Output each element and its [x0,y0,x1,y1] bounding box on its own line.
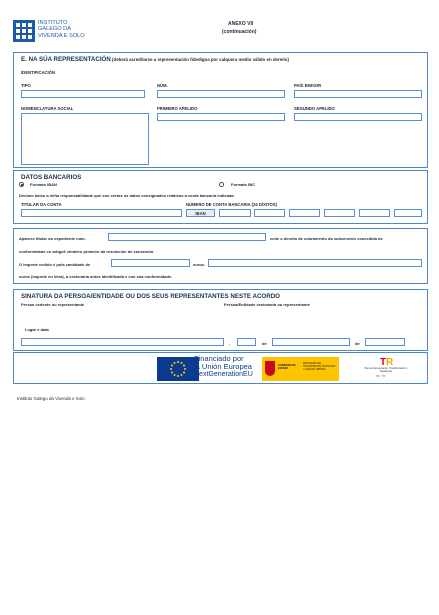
eu-flag-icon [157,357,199,381]
account-number-label: NÚMERO DE CONTA BANCARIA (24 DÍXITOS) [186,202,277,207]
eu-funding-line2: la Unión Europea [194,362,252,371]
assignee-label: Persoa/Entidade cesionaria ou representante [224,302,310,307]
org-name-line2: GALEGO DA [38,26,71,33]
amount-suffix: euros. [193,262,206,267]
pais-emisor-label: PAÍS EMISOR [294,83,322,88]
svg-text:R: R [386,357,394,368]
funding-logos [13,352,428,384]
num-field[interactable] [157,90,285,98]
de-sep-2: de [355,341,360,346]
bank-declaration: Declaro baixo a miña responsabilidade que son certos os datos consignados relativos á conta bancaria indicada. [19,193,235,198]
expediente-prefix: Aparece titular do expediente núm. [19,236,86,241]
cession-section [13,228,428,284]
section-e-note: (deberá acreditarse a representación fidedigna por calquera medio válido en dereito) [112,57,289,62]
org-name-line3: VIVENDA E SOLO [38,32,85,39]
igvs-logo-icon [13,20,35,42]
iban-cell-3[interactable] [289,209,320,217]
amount-prefix: O importe cedido é pola cantidade de [19,262,91,267]
tipo-label: TIPO [21,83,31,88]
primeiro-apelido-field[interactable] [157,113,285,121]
representation-section [13,52,428,168]
resolution-line: conformidade co artigo6 vindeiro primeiro da resolución de concesión. [19,249,155,254]
segundo-apelido-field[interactable] [294,113,422,121]
place-date-label: Lugar e data [25,327,49,332]
prtr-text: Plan de Recuperación, Transformación y Resiliencia [364,367,408,373]
eu-funding-line1: Financiado por [194,354,244,363]
annex-subtitle: (continuación) [222,29,257,35]
assignor-label: Persoa cedente ou representante [21,302,85,307]
account-holder-field[interactable] [21,209,182,217]
annex-title: ANEXO VII [228,21,254,27]
tipo-field[interactable] [21,90,145,98]
segundo-apelido-label: SEGUNDO APELIDO [294,106,335,111]
gov-text: GOBIERNO DE ESPAÑA [278,364,296,370]
bank-title: DATOS BANCARIOS [21,174,82,181]
expediente-field[interactable] [108,233,266,241]
comma-sep: , [229,341,231,346]
signature-title: SINATURA DA PERSOA/ENTIDADE OU DOS SEUS REPRESENTANTES NESTE ACORDO [21,293,280,300]
num-label: NÚM. [157,83,168,88]
iban-prefix-cell: IBAN [186,209,215,217]
iban-radio[interactable] [19,182,24,187]
bank-section [13,170,428,224]
nomenclatura-social-field[interactable] [21,113,149,165]
spain-government-logo [262,357,339,381]
day-field[interactable] [237,338,256,346]
eu-funding-line3: NextGenerationEU [194,371,253,378]
year-field[interactable] [365,338,405,346]
amount-text-field[interactable] [208,259,422,267]
spain-shield-icon [265,361,275,376]
bic-format-label: Formato BIC [231,182,255,187]
account-holder-label: TITULAR DA CONTA [21,202,62,207]
iban-cell-4[interactable] [324,209,355,217]
amount-letters-line: euros (importe en letra), á cesionaria antes identificada e con súa conformidade. [19,274,173,279]
signature-section [13,289,428,351]
amount-field[interactable] [111,259,190,267]
bic-radio[interactable] [219,182,224,187]
month-field[interactable] [272,338,350,346]
iban-cell-2[interactable] [254,209,285,217]
prtr-sub: PR · TR [376,375,386,378]
iban-cell-6[interactable] [394,209,422,217]
identification-label: IDENTIFICACIÓN [21,70,55,75]
iban-format-label: Formato IBAN [30,182,57,187]
section-e-title: E. NA SÚA REPRESENTACIÓN [21,56,111,63]
prtr-logo-icon [380,356,392,366]
de-sep-1: de [262,341,267,346]
svg-text:T: T [380,357,387,368]
place-field[interactable] [21,338,224,346]
cession-suffix: cede o dereito de cobramento da subvención concedida de [270,236,383,241]
primeiro-apelido-label: PRIMEIRO APELIDO [157,106,198,111]
nomenclatura-social-label: NOMENCLATURA SOCIAL [21,106,74,111]
org-name-line1: INSTITUTO [38,20,68,26]
pais-emisor-field[interactable] [294,90,422,98]
footer-text: Instituto Galego da Vivenda e Solo [17,396,85,401]
iban-cell-1[interactable] [219,209,251,217]
ministry-text: MINISTERIO DE TRANSPORTES, MOVILIDAD Y AGENDA URBANA [303,362,336,371]
iban-cell-5[interactable] [359,209,390,217]
